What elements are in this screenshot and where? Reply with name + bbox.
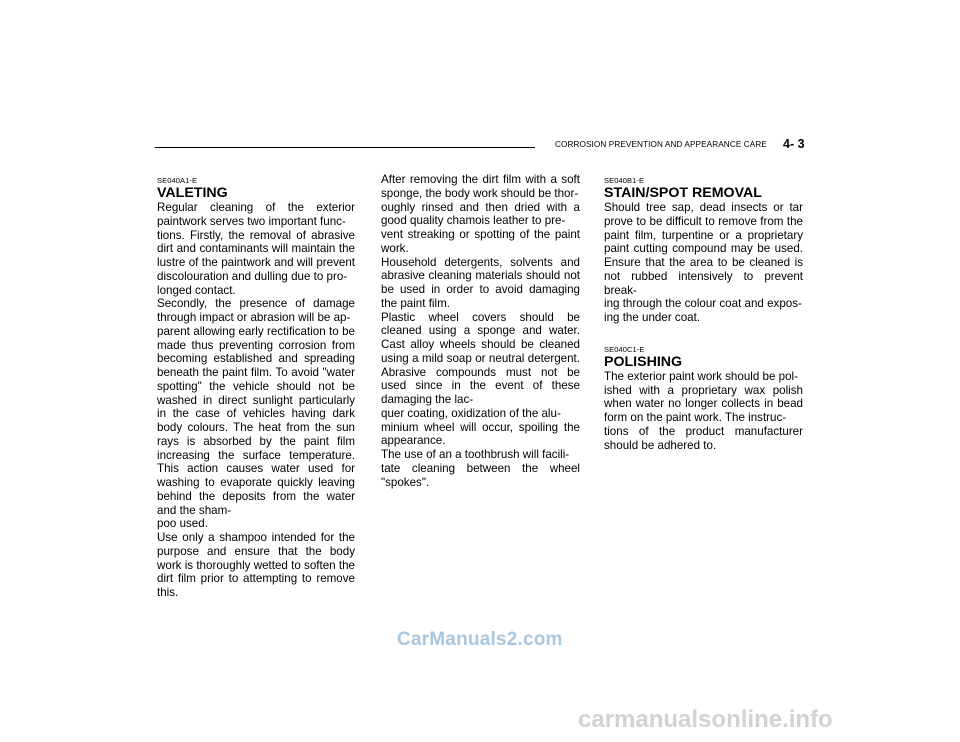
middle-column-body: After removing the dirt film with a soft sponge, the body work should be thor- oughly rinsed and then dried with a good quality chamois leather to pre- vent streaking or spotting of the paint work. Household detergents, solvents and abrasive cleaning materials should not be used in order to avoid damaging the paint film. Plastic wheel covers should be cleaned using a sponge and water. Cast alloy wheels should be cleaned using a mild soap or neutral detergent. Abrasive compounds must not be used since in the event of these damaging the lac- quer coating, oxidization of the alu- minium wheel will occur, spoiling the appearance. The use of an a toothbrush will facili- tate cleaning between the wheel "spokes". [381,173,580,489]
right-column [604,176,803,452]
polishing-code: SE040C1-E [604,344,645,354]
middle-column [381,173,580,489]
valeting-column [157,176,355,600]
valeting-body: Regular cleaning of the exterior paintwork serves two important func- tions. Firstly, the removal of abrasive dirt and contaminants will maintain the lustre of the paintwork and will prevent discolouration and dulling due to pro- longed contact. Secondly, the presence of damage through impact or abrasion will be ap- parent allowing early rectification to be made thus preventing corrosion from becoming established and spreading beneath the paint film. To avoid "water spotting" the vehicle should not be washed in direct sunlight particularly in the case of vehicles having dark body colours. The heat from the sun rays is absorbed by the paint film increasing the surface temperature. This action causes water used for washing to evaporate quickly leaving behind the deposits from the water and the sham- poo used. Use only a shampoo intended for the purpose and ensure that the body work is thoroughly wetted to soften the dirt film prior to attempting to remove this. [157,201,355,599]
stain-removal-title: STAIN/SPOT REMOVAL [604,185,762,201]
valeting-title: VALETING [157,185,228,201]
header-rule [155,147,535,148]
stain-removal-section [604,176,803,325]
watermark-carmanualsonline[interactable]: carmanualsonline.info [578,706,833,733]
valeting-code: SE040A1-E [157,176,198,185]
watermark-carmanuals2[interactable]: CarManuals2.com [397,629,563,650]
polishing-section [604,345,803,453]
polishing-body: The exterior paint work should be pol- ished with a proprietary wax polish when water no longer collects in bead form on the paint work. The instruc- tions of the product manufacturer should be adhered to. [604,369,803,452]
polishing-title: POLISHING [604,353,683,370]
stain-removal-code: SE040B1-E [604,176,645,185]
stain-removal-body: Should tree sap, dead insects or tar prove to be difficult to remove from the paint film, turpentine or a proprietary paint cutting compound may be used. Ensure that the area to be cleaned is not rubbed intensively to prevent break- ing through the colour coat and expos- ing the under coat. [604,201,803,324]
page-number: 4- 3 [783,137,805,151]
section-title: CORROSION PREVENTION AND APPEARANCE CARE [555,140,767,149]
